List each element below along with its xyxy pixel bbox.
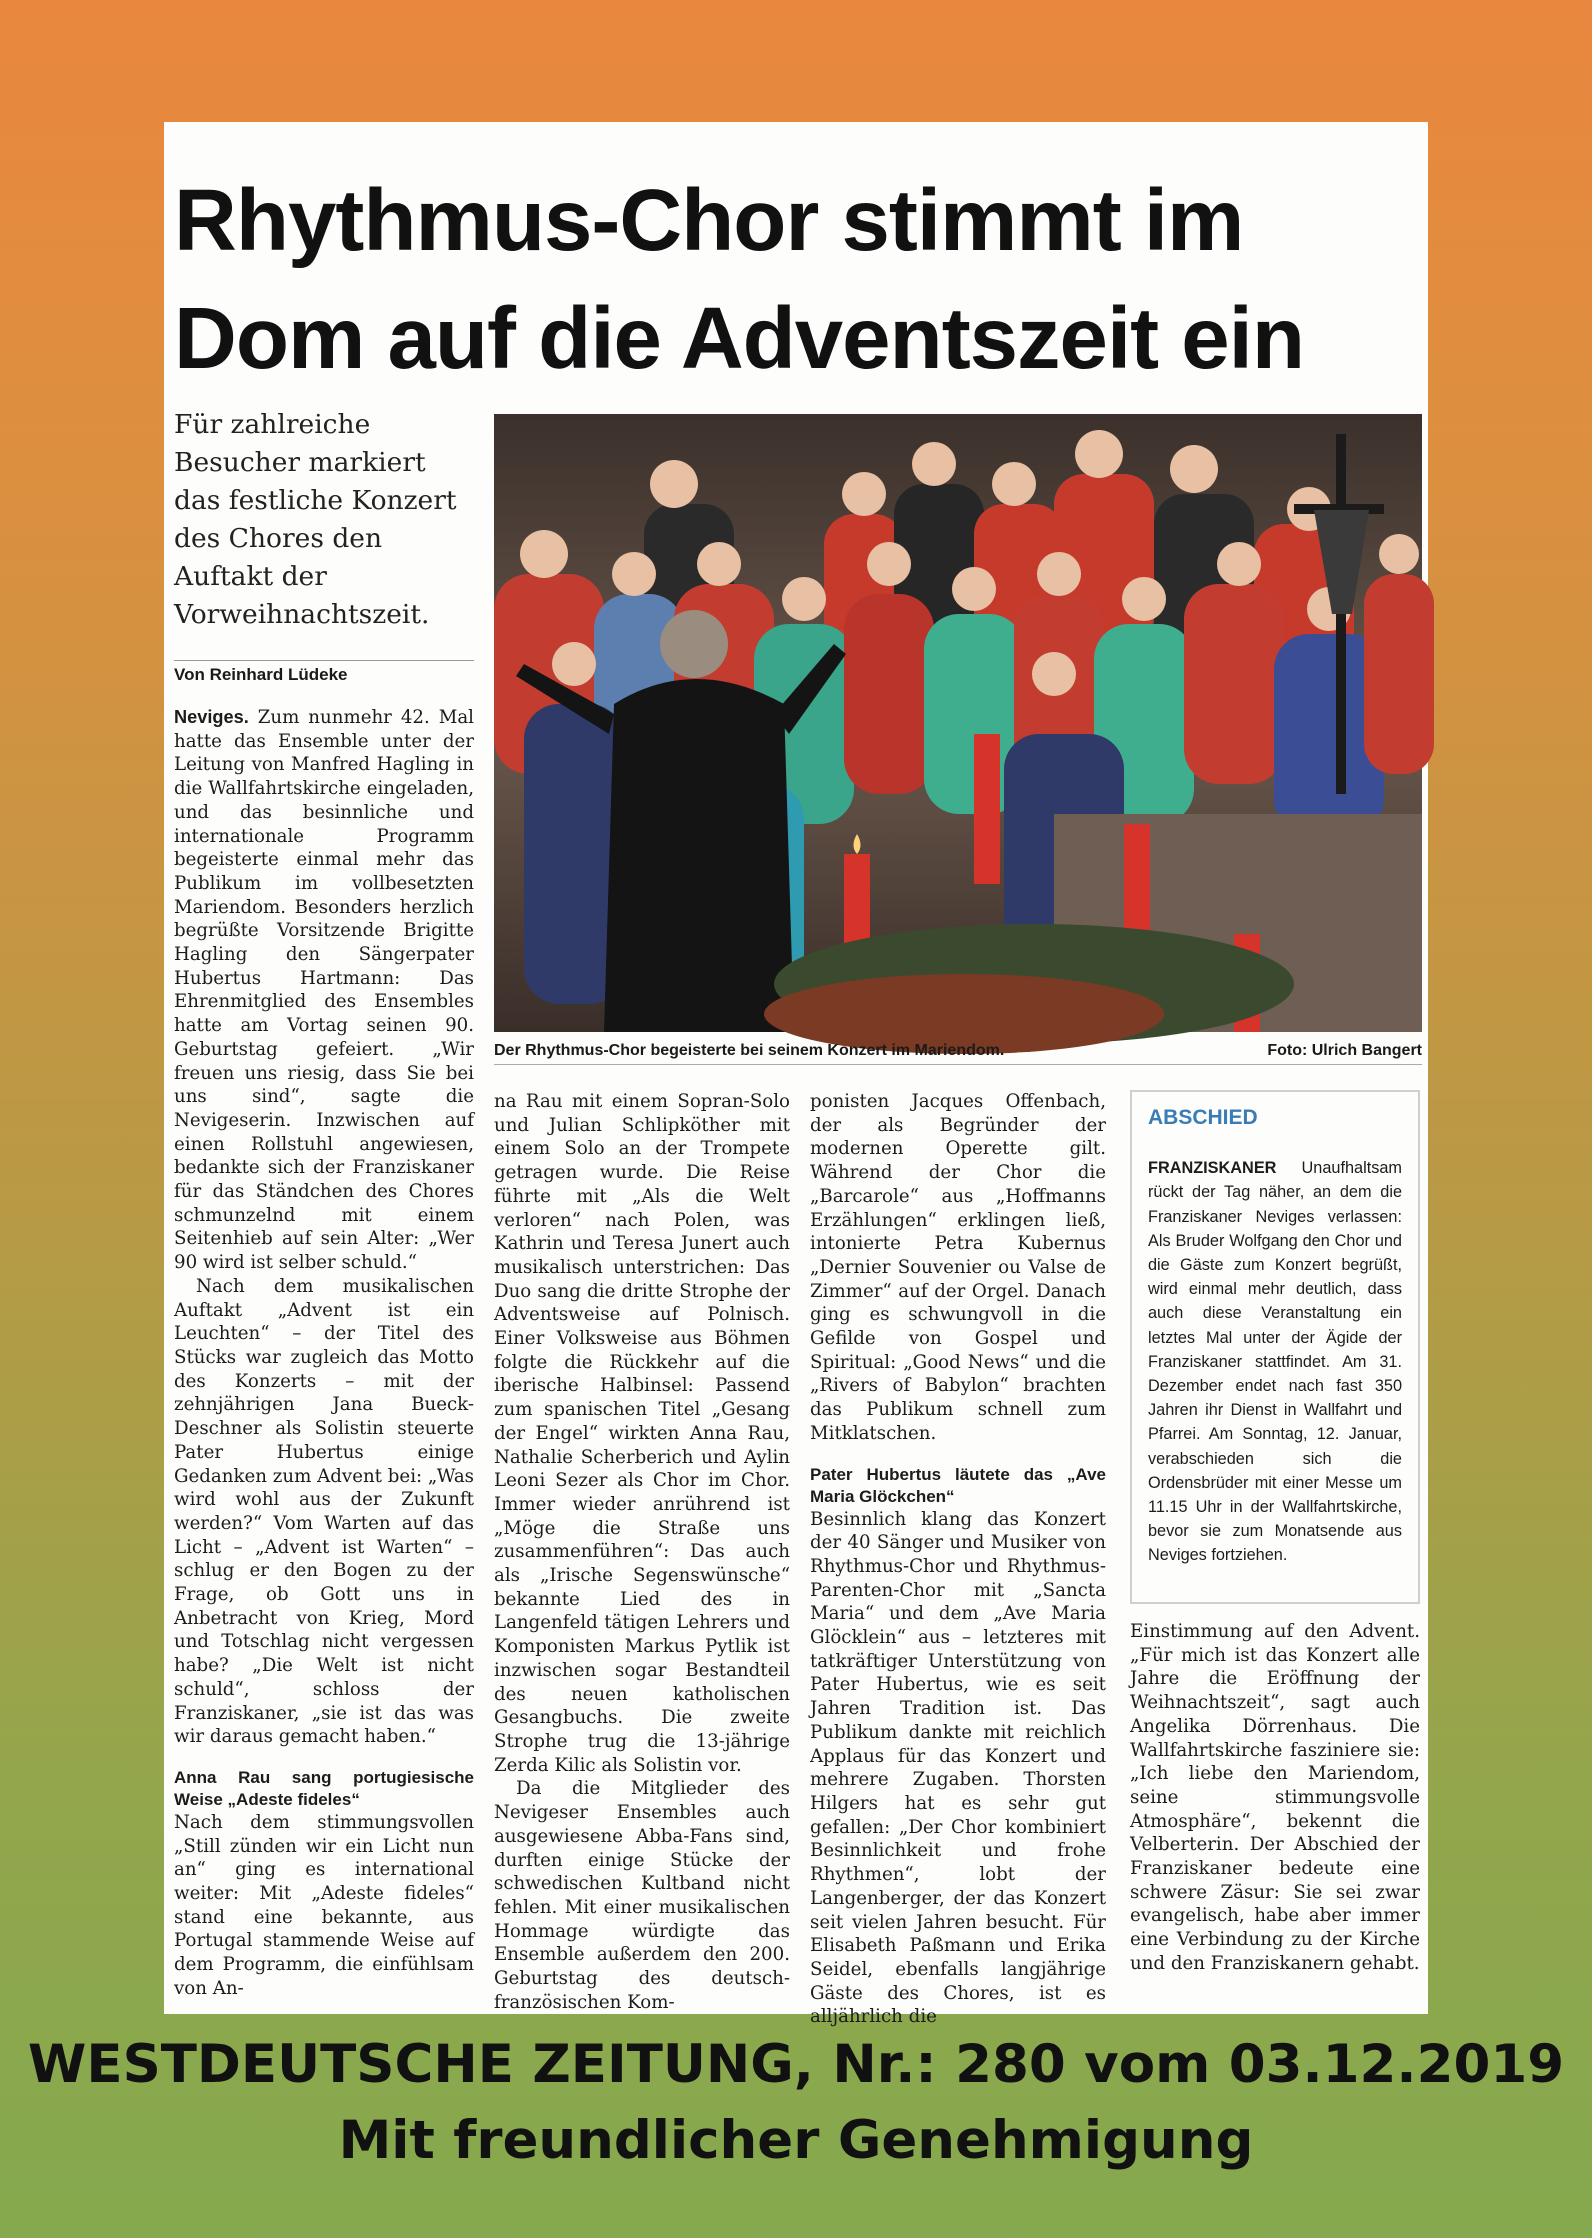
footer-source: WESTDEUTSCHE ZEITUNG, Nr.: 280 vom 03.12.2019 [27,2034,1565,2095]
abschied-heading: ABSCHIED [1148,1106,1258,1129]
col2-paragraph-2: Da die Mitglieder des Nevigeser Ensembles auch ausgewiesene Abba-Fans sind, durften einige Stücke der schwedischen Kultband nicht fehlen. Mit einer musikalischen Hommage würdigte das Ensemble außerdem den 200. Geburtstag des deutsch-französischen Kom- [494,1778,790,2013]
article-intro: Für zahlreiche Besucher markiert das festliche Konzert des Chores den Auftakt der Vorweihnachtszeit. [174,409,457,630]
col1-paragraph-1: Zum nunmehr 42. Mal hatte das Ensemble unter der Leitung von Manfred Hagling in die Wallfahrtskirche eingeladen, und das besinnliche und internationale Programm begeisterte einmal mehr das Publikum im vollbesetzten Mariendom. Besonders herzlich begrüßte Vorsitzende Brigitte Hagling den Sängerpater Hubertus Hartmann: Das Ehrenmitglied des Ensembles hatte am Vortag seinen 90. Geburtstag gefeiert. „Wir freuen uns riesig, dass Sie bei uns sind“, sagte die Nevigeserin. Inzwischen auf einen Rollstuhl angewiesen, bedankte sich der Franziskaner für das Ständchen des Chores schmunzelnd mit einem Seitenhieb auf sein Alter: „Wer 90 wird ist selber schuld.“ [174,707,474,1274]
choir-photo-illustration [494,414,1422,1032]
col2-paragraph-1: na Rau mit einem Sopran-Solo und Julian Schlipköther mit einem Solo an der Trompete getragen wurde. Die Reise führte mit „Als die Welt verloren“ nach Polen, was Kathrin und Teresa Junert auch musikalisch unterstrichen: Das Duo sang die dritte Strophe der Adventsweise auf Polnisch. Einer Volksweise aus Böhmen folgte die Rückkehr auf die iberische Halbinsel: Passend zum spanischen Titel „Gesang der Engel“ wirkten Anna Rau, Nathalie Scherberich und Aylin Leoni Sezer als Chor im Chor. Immer wieder anrührend ist „Möge die Straße uns zusammenführen“: Das auch als „Irische Segenswünsche“ bekannte Lied des in Langenfeld tätigen Lehrers und Komponisten Markus Pytlik ist inzwischen sogar Bestandteil des neuen katholischen Gesangbuchs. Die zweite Strophe trug die 13-jährige Zerda Kilic als Solistin vor. [494,1091,790,1776]
footer-permission: Mit freundlicher Genehmigung [338,2110,1254,2171]
col1-paragraph-2: Nach dem musikalischen Auftakt „Advent ist ein Leuchten“ – der Titel des Stücks war zugleich das Motto des Konzerts – mit der zehnjährigen Jana Bueck-Deschner als Solistin steuerte Pater Hubertus einige Gedanken zum Advent bei: „Was wird wohl aus der Zukunft werden?“ Vom Warten auf das Licht – „Advent ist Warten“ – schlug er den Bogen zu der Frage, ob Gott uns in Anbetracht von Krieg, Mord und Totschlag nicht vergessen habe? „Die Welt ist nicht schuld“, schloss der Franziskaner, „sie ist das was wir daraus gemacht haben.“ [174,1275,474,1748]
col4-paragraph-1: Einstimmung auf den Advent. „Für mich ist das Konzert alle Jahre die Eröffnung der Weihnachtszeit“, sagt auch Angelika Dörrenhaus. Die Wallfahrtskirche fasziniere sie: „Ich liebe den Mariendom, seine stimmungsvolle Atmosphäre“, bekennt die Velberterin. Der Abschied der Franziskaner bedeute eine schwere Zäsur: Sie sei zwar evangelisch, habe aber immer eine Verbindung zu der Kirche und den Franziskanern gehabt. [1130,1621,1420,1974]
article-column-3 [810,1090,1106,2028]
article-column-1 [174,706,474,2006]
subheadline-pater-hubertus: Pater Hubertus läutete das „Ave Maria Glöckchen“ [810,1464,1106,1506]
article-column-4 [1130,1620,1420,2006]
col3-paragraph-1: ponisten Jacques Offenbach, der als Begründer der modernen Operette gilt. Während der Chor die „Barcarole“ aus „Hoffmanns Erzählungen“ erklingen ließ, intonierte Petra Kubernus „Dernier Souvenier ou Valse de Zimmer“ auf der Orgel. Danach ging es schwungvoll in die Gefilde von Gospel und Spiritual: „Good News“ und die „Rivers of Babylon“ brachten das Publikum schnell zum Mitklatschen. [810,1091,1106,1444]
photo-caption-row [494,1040,1422,1065]
abschied-box [1130,1090,1420,1604]
article-author: Von Reinhard Lüdeke [174,660,474,685]
dateline: Neviges. [174,707,249,727]
newspaper-clipping [164,122,1428,2028]
abschied-text: Unaufhaltsam rückt der Tag näher, an dem die Franziskaner Neviges verlassen: Als Bruder Wolfgang den Chor und die Gäste zum Konzert begrüßt, wird einmal mehr deutlich, dass auch diese Veranstaltung ein letztes Mal unter der Ägide der Franziskaner stattfindet. Am 31. Dezember endet nach fast 350 Jahren ihr Dienst in Wallfahrt und Pfarrei. Am Sonntag, 12. Januar, verabschieden sich die Ordensbrüder mit einer Messe um 11.15 Uhr in der Wallfahrtskirche, bevor sie zum Monatsende aus Neviges fortziehen. [1148,1159,1402,1565]
photo-credit: Foto: Ulrich Bangert [1267,1042,1422,1059]
col1-paragraph-3: Nach dem stimmungsvollen „Still zünden wir ein Licht nun an“ ging es international weiter: Mit „Adeste fideles“ stand eine bekannte, aus Portugal stammende Weise auf dem Programm, die einfühlsam von An- [174,1811,474,1999]
photo-caption: Der Rhythmus-Chor begeisterte bei seinem Konzert im Mariendom. [494,1042,1005,1059]
article-column-2 [494,1090,790,2013]
abschied-label: FRANZISKANER [1148,1159,1277,1178]
col3-paragraph-2: Besinnlich klang das Konzert der 40 Sänger und Musiker von Rhythmus-Chor und Rhythmus-Parenten-Chor mit „Sancta Maria“ und dem „Ave Maria Glöcklein“ aus – letzteres mit tatkräftiger Unterstützung von Pater Hubertus, wie es seit Jahren Tradition ist. Das Publikum dankte mit reichlich Applaus für das Konzert und mehrere Zugaben. Thorsten Hilgers hat es sehr gut gefallen: „Der Chor kombiniert Besinnlichkeit und frohe Rhythmen“, lobt der Langenberger, der das Konzert seit vielen Jahren besucht. Für Elisabeth Paßmann und Erika Seidel, ebenfalls langjährige Gäste des Chores, ist es alljährlich die [810,1508,1106,2028]
article-headline [174,162,1414,398]
choir-photo [494,414,1422,1032]
headline-line-2: Dom auf die Adventszeit ein [174,290,1304,387]
headline-line-1: Rhythmus-Chor stimmt im [174,172,1244,269]
subheadline-anna-rau: Anna Rau sang portugiesische Weise „Adeste fideles“ [174,1767,474,1809]
